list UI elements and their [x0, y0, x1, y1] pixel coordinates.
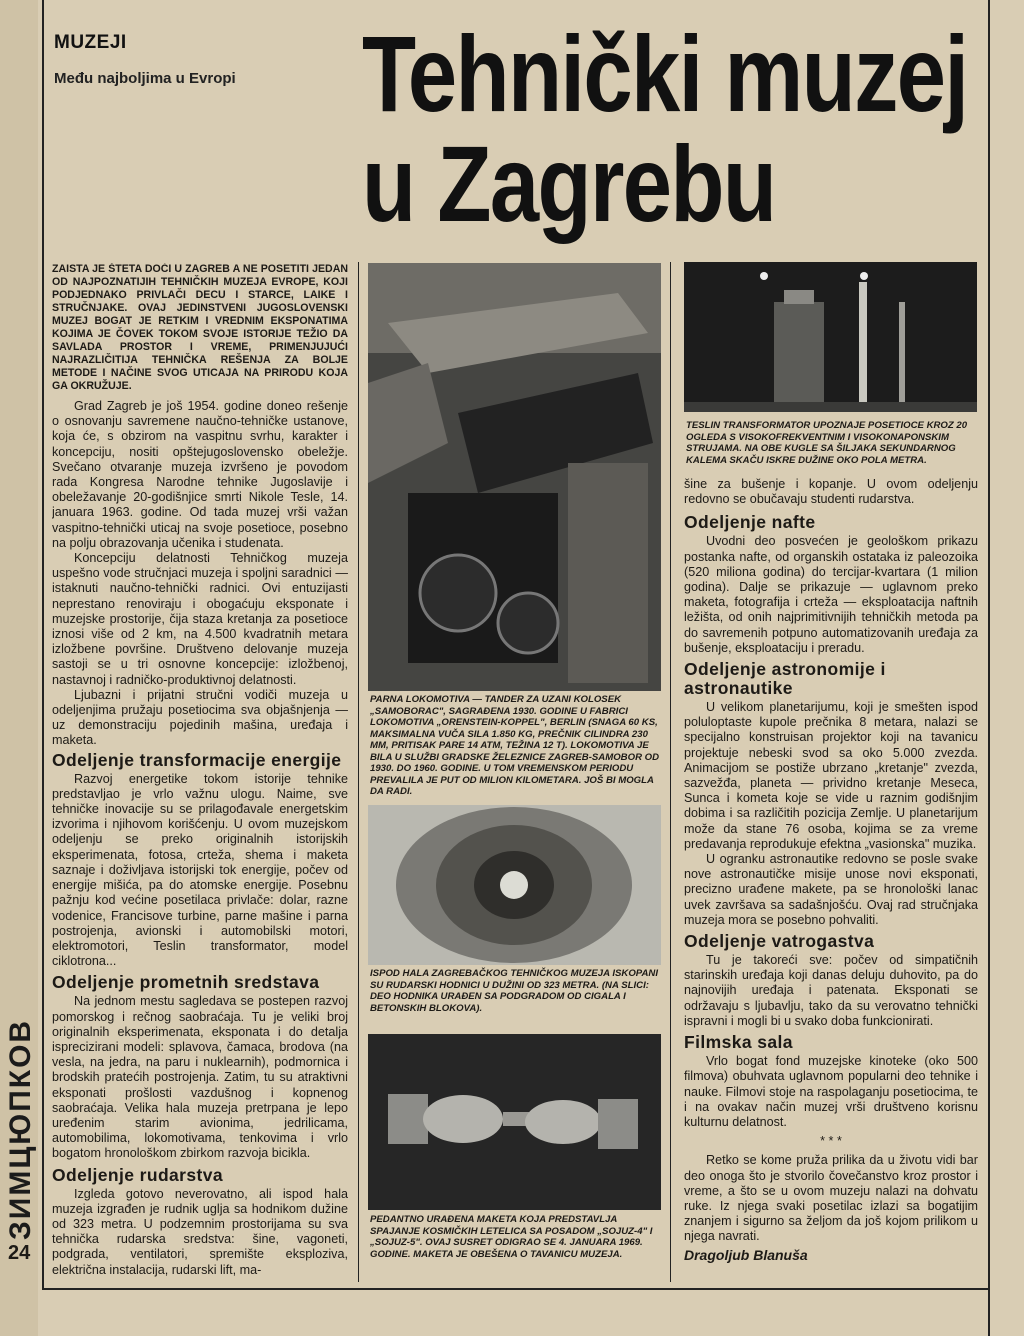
subheading-cinema: Filmska sala — [684, 1032, 793, 1053]
body-paragraph: Izgleda gotovo neverovatno, ali ispod hala muzeja izgrađen je rudnik uglja sa hodnikom dužine od 323 metra. U podzemnim prostorijama su sva tehnička rudarska sredstva: šine, vagoneti, podgrada, ventilatori, spremište eksploziva, električna instalacija, rudarski lift, ma- — [52, 1186, 348, 1277]
author-byline: Dragoljub Blanuša — [684, 1246, 808, 1263]
photo-tesla — [684, 262, 977, 412]
headline-line1: Tehnički muzej — [362, 13, 968, 134]
caption-tunnel: ISPOD HALA ZAGREBAČKOG TEHNIČKOG MUZEJA ISKOPANI SU RUDARSKI HODNICI U DUŽINI OD 323 METRA. (NA SLICI: DEO HODNIKA URAĐEN SA PODGRADOM OD CIGALA I BETONSKIH BLOKOVA). — [370, 968, 658, 1014]
caption-tesla: TESLIN TRANSFORMATOR UPOZNAJE POSETIOCE KROZ 20 OGLEDA S VISOKOFREKVENTNIM I VISOKONAPONSKIM STRUJAMA. NA OBE KUGLE SA ŠILJAKA SEKUNDARNOG KALEMA SKAČU ISKRE DUŽINE OKO POLA METRA. — [686, 420, 968, 466]
caption-locomotive: PARNA LOKOMOTIVA — TANDER ZA UZANI KOLOSEK „SAMOBORAC", SAGRAĐENA 1930. GODINE U FABRICI LOKOMOTIVA „ORENSTEIN-KOPPEL", BERLIN (SNAGA 60 KS, MAKSIMALNA VUČA SILA 1.850 KG, PREČNIK CILINDRA 230 MM, PRITISAK PARE 14 ATM, TEŽINA 12 T). LOKOMOTIVA JE BILA U SLUŽBI GRADSKE ŽELEZNICE ZAGREB-SAMOBOR OD 1930. DO 1960. GODINE. U TOM VREMENSKOM PERIODU PREVALILA JE PUT OD MILION KILOMETARA. JOŠ BI MOGLA DA RADI. — [370, 694, 660, 797]
photo-soyuz — [368, 1034, 661, 1210]
lead-paragraph: ZAISTA JE ŠTETA DOĆI U ZAGREB A NE POSETITI JEDAN OD NAJPOZNATIJIH TEHNIČKIH MUZEJA EVROPE, KOJI PODJEDNAKO PRIVLAČI DECU I STARCE, LAIKE I STRUČNJAKE. OVAJ JEDINSTVENI JUGOSLOVENSKI MUZEJ BOGAT JE RETKIM I VREDNIM EKSPONATIMA KOJIMA JE ČOVEK TOKOM SVOJE ISTORIJE TEŽIO DA SAVLADA PROSTOR I VREME, PRIMENJUJUĆI NAJRAZLIČITIJA TEHNIČKA REŠENJA ZA BOLJE METODE I NAČINE SVOG UTICAJA NA PRIRODU KOJA GA OKRUŽUJE. — [52, 263, 348, 392]
bottom-rule — [42, 1288, 988, 1290]
soyuz-image — [368, 1034, 661, 1210]
body-paragraph: Na jednom mestu sagledava se postepen razvoj pomorskog i rečnog saobraćaja. Tu je veliki broj originalnih eksperimenata, eksponata i do detalja isprecizirani modeli: splavova, čamaca, brodova (na vesla, na jedra, na paru i nuklearnih), podmornica i brodskih pratećih postrojenja. Zatim, tu su atraktivni eksponati prošlosti vazdušnog i kopnenog saobraćaja. Velika hala muzeja pretrpana je lepo uređenim starim avionima, jedrilicama, automobilima, lokomotivama, tenkovima i vrlo bogatom hronološkom zbirkom razvoja bicikla. — [52, 994, 348, 1161]
right-frame-rule — [988, 0, 990, 1336]
subtitle: Među najboljima u Evropi — [54, 70, 236, 87]
body-paragraph: U ogranku astronautike redovno se posle svake nove astronautičke misije unose novi eksponati, precizno urađene makete, pa se hronološki lanac uvek završava sa sadašnjošću. Ovaj rad stručnjaka muzeja mora se posebno pohvaliti. — [684, 852, 978, 927]
body-paragraph: Koncepciju delatnosti Tehničkog muzeja uspešno vode stručnjaci muzeja i spoljni saradnici — istaknuti naučno-tehnički radnici. Ovi entuzijasti neprestano renoviraju i obogaćuju eksponate i muzejske prostorije, čija staza kretanja za posetioce iznosi više od 2 km, na 4.500 kvadratnih metara izložbene površine. Društveno delovanje muzeja sastoji se u tri osnovne koncepcije: izložbenoj, nastavnoj i radničko-produktivnoj delatnosti. — [52, 551, 348, 687]
subheading-firefighting: Odeljenje vatrogastva — [684, 931, 875, 952]
section-label: MUZEJI — [54, 32, 127, 53]
subheading-energy: Odeljenje transformacije energije — [52, 749, 342, 770]
subheading-mining: Odeljenje rudarstva — [52, 1164, 223, 1185]
body-paragraph: U velikom planetarijumu, koji je smešten ispod poluloptaste kupole prečnika 8 metara, nalazi se specijalno konstruisan projektor koji na tavanicu projektuje nebeski svod sa oko 5.000 zvezda. Animacijom se postiže ubrzano „kretanje" zvezda, sazvežđa, planeta — prividno kretanje Meseca, Sunca i kometa koje se vide u raznim godišnjim dobima i sa različitih pozicija Zemlje. U planetarijum može da stane 76 osoba, kojima se za vreme predavanja reprodukuje efektna „vasionska" muzika. — [684, 700, 978, 851]
headline-line2: u Zagrebu — [362, 123, 776, 244]
page-number: 24 — [8, 1242, 31, 1264]
column-rule-right — [670, 262, 671, 1282]
subheading-astronomy: Odeljenje astronomije i astronautike — [684, 659, 886, 699]
body-paragraph: šine za bušenje i kopanje. U ovom odeljenju redovno se obučavaju studenti rudarstva. — [684, 477, 978, 507]
column-rule-left — [358, 262, 359, 1282]
side-strip-text: ЗИМЦЮПКОВ — [4, 1018, 37, 1240]
left-frame-rule — [42, 0, 44, 1290]
subheading-oil: Odeljenje nafte — [684, 512, 816, 533]
subheading-transport: Odeljenje prometnih sredstava — [52, 972, 320, 993]
body-paragraph: Grad Zagreb je još 1954. godine doneo rešenje o osnovanju savremene naučno-tehničke ustanove, koja će, s obzirom na vaspitnu svrhu, karakter i koncepciju, nositi opštejugoslovensko obeležje. Svečano otvaranje muzeja izvršeno je povodom rada Kongresa Narodne tehnike Jugoslavije i obeležavanje 20-godišnjice smrti Nikole Tesle, 14. januara 1963. godine. Od tada muzej vrši važan vaspitno-tehnički uticaj na svoje posetioce, posebno na polju obrazovanja učenika i studenata. — [52, 399, 348, 550]
photo-tunnel — [368, 805, 661, 965]
body-paragraph: Razvoj energetike tokom istorije tehnike predstavljao je vrlo važnu ulogu. Naime, sve tehničke inovacije su se prilagođavale energetskim izvorima i njihovom korišćenju. U ovom muzejskom odeljenju se preko originalnih istorijskih eksperimenata, fotosa, crteža, shema i maketa saznaje i doživljava istorijski tok energije, počev od energije mišića, pa do atomske energije. Posebnu pažnju kod većine posetilaca privlače: dolar, razne vodenice, Francisove turbine, parne mašine i parna postrojenja, avionski i automobilski motori, elektromotori, Teslin transformator, model ciklotrona... — [52, 771, 348, 969]
column-3 — [684, 477, 978, 1282]
locomotive-image — [368, 263, 661, 691]
column-1 — [52, 263, 348, 1285]
separator-stars: * * * — [820, 1134, 842, 1149]
body-paragraph: Ljubazni i prijatni stručni vodiči muzeja u odeljenjima pružaju posetiocima sva objašnjenja — uz demonstraciju pojedinih mašina, uređaja i maketa. — [52, 687, 348, 748]
body-paragraph: Retko se kome pruža prilika da u životu vidi bar deo onoga što je stvorilo čovečanstvo kroz prostor i vreme, a što se u ovom muzeju nalazi na dohvatu ruke. Iz njega svaki posetilac izlazi sa bogatijim znanjem i sigurno sa željom da još kojom prilikom u njega navrati. — [684, 1153, 978, 1244]
body-paragraph: Uvodni deo posvećen je geološkom prikazu postanka nafte, od organskih ostataka iz paleozoika (520 miliona godina) do tercijar-kvartara (1 milion godina). Dalje se prikazuje — uglavnom preko maketa, fotografija i crteža — eksploatacija naftnih ležišta, od onih najprimitivnijih tehničkih metoda pa do savremenih potpuno automatizovanih uređaja za bušenje, eksploataciju i preradu. — [684, 534, 978, 655]
tesla-image — [684, 262, 977, 412]
tunnel-image — [368, 805, 661, 965]
photo-locomotive — [368, 263, 661, 691]
body-paragraph: Vrlo bogat fond muzejske kinoteke (oko 500 filmova) obuhvata uglavnom popularni deo tehnike i nauke. Filmovi stoje na raspolaganju posetiocima, te i na ovakav način muzej vrši društveno korisnu kulturnu delatnost. — [684, 1054, 978, 1129]
caption-soyuz: PEDANTNO URAĐENA MAKETA KOJA PREDSTAVLJA SPAJANJE KOSMIČKIH LETELICA SA POSADOM „SOJUZ-4" I „SOJUZ-5". OVAJ SUSRET ODIGRAO SE 4. JANUARA 1969. GODINE. MAKETA JE OBEŠENA O TAVANICU MUZEJA. — [370, 1214, 653, 1260]
body-paragraph: Tu je takoreći sve: počev od simpatičnih starinskih uređaja koji danas deluju duhovito, pa do najnovijih uređaja i patenata. Eksponati se održavaju s ljubavlju, tako da su verovatno tehnički ispravni i mogli bi u svako doba funkcionirati. — [684, 953, 978, 1028]
